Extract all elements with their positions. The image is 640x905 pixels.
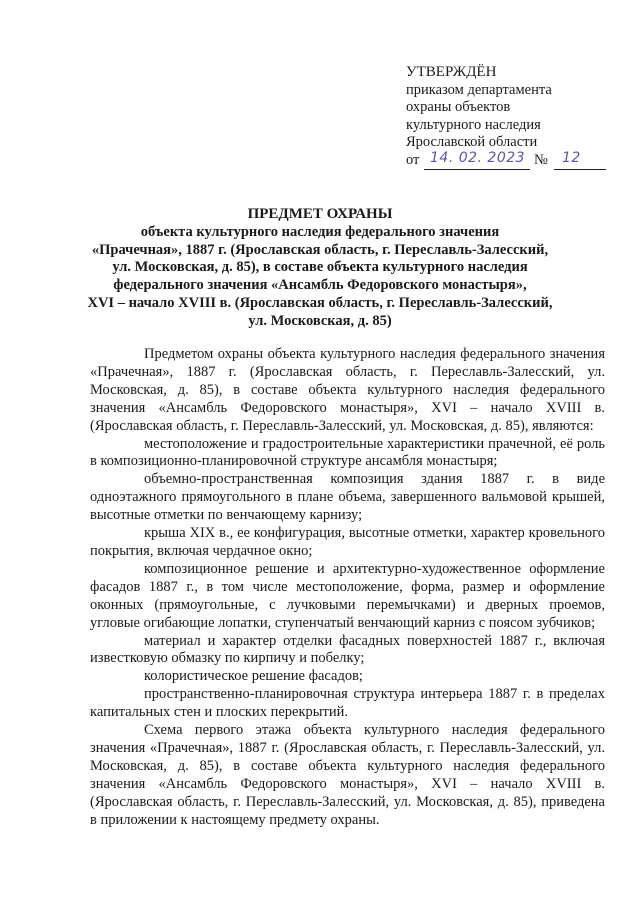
date-field	[424, 149, 530, 170]
intro-paragraph: Предметом охраны объекта культурного наследия федерального значения «Прачечная», 1887 г. (Ярославская область, г. Переславль-Залесский, ул. Московская, д. 85), в составе объекта культурного наследия федерального значения «Ансамбль Федоровского монастыря», XVI – начало XVIII в. (Ярославская область, г. Переславль-Залесский, ул. Московская, д. 85), являются:	[90, 346, 605, 434]
approval-line: приказом департамента	[406, 81, 552, 98]
title-line: «Прачечная», 1887 г. (Ярославская область, г. Переславль-Залесский,	[91, 241, 549, 258]
approval-heading: УТВЕРЖДЁН	[406, 64, 497, 80]
title-line: федерального значения «Ансамбль Федоровского монастыря»,	[113, 277, 527, 294]
list-item: объемно-пространственная композиция здания 1887 г. в виде одноэтажного прямоугольного в плане объема, завершенного вальмовой крышей, высотные отметки по венчающему карнизу;	[90, 471, 605, 524]
document-body	[90, 346, 605, 829]
approval-line: охраны объектов	[406, 99, 511, 116]
approval-line: культурного наследия	[406, 116, 541, 133]
list-item: крыша XIX в., ее конфигурация, высотные отметки, характер кровельного покрытия, включая чердачное окно;	[90, 525, 605, 559]
list-item: колористическое решение фасадов;	[144, 668, 363, 685]
title-line: ул. Московская, д. 85)	[248, 312, 392, 329]
title-line: объекта культурного наследия федерального значения	[140, 223, 500, 240]
number-field	[554, 149, 606, 170]
number-sign: №	[534, 151, 548, 168]
title-line: XVI – начало XVIII в. (Ярославская область, г. Переславль-Залесский,	[87, 294, 553, 311]
approval-date-line	[406, 149, 606, 170]
closing-paragraph: Схема первого этажа объекта культурного наследия федерального значения «Прачечная», 1887 г. (Ярославская область, г. Переславль-Залесский, ул. Московская, д. 85), в составе объекта культурного наследия федерального значения «Ансамбль Федоровского монастыря», XVI – начало XVIII в. (Ярославская область, г. Переславль-Залесский, ул. Московская, д. 85), приведена в приложении к настоящему предмету охраны.	[90, 722, 605, 828]
list-item: местоположение и градостроительные характеристики прачечной, её роль в композиционно-планировочной структуре ансамбля монастыря;	[90, 435, 605, 470]
handwritten-number: 12	[562, 149, 581, 166]
title-main: ПРЕДМЕТ ОХРАНЫ	[247, 206, 393, 222]
title-line: ул. Московская, д. 85), в составе объекта культурного наследия	[112, 259, 528, 276]
list-item: пространственно-планировочная структура интерьера 1887 г. в пределах капитальных стен и плоских перекрытий.	[90, 686, 605, 721]
approval-line: Ярославской области	[406, 134, 538, 151]
approval-stamp	[406, 64, 606, 170]
handwritten-date: 14. 02. 2023	[430, 149, 526, 166]
list-item: композиционное решение и архитектурно-художественное оформление фасадов 1887 г., в том числе местоположение, форма, размер и оформление оконных (прямоугольные, с лучковыми перемычками) и дверных проемов, угловые огибающие лопатки, ступенчатый венчающий карниз с поясом зубчиков;	[90, 560, 605, 631]
from-label: от	[406, 151, 420, 168]
document-title	[70, 206, 570, 331]
list-item: материал и характер отделки фасадных поверхностей 1887 г., включая известковую обмазку по кирпичу и побелку;	[90, 632, 605, 667]
